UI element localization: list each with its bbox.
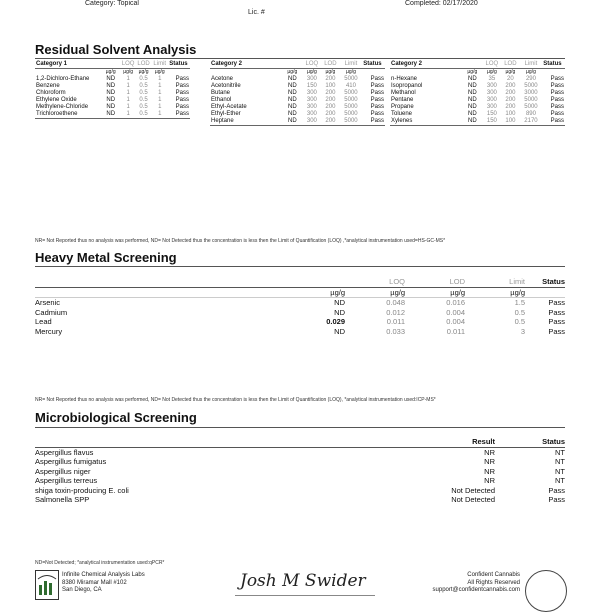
section-divider <box>35 266 565 267</box>
analyte-cell: Acetonitrile <box>211 83 241 89</box>
status-header: Status <box>542 61 565 69</box>
limit-cell: 5000 <box>340 118 363 126</box>
loq-cell: 0.011 <box>386 317 405 326</box>
analyte-cell: Aspergillus terreus <box>35 476 98 485</box>
heavy-limit-header: Limit <box>465 277 525 287</box>
loq-header: LOQ <box>483 61 502 69</box>
table-row <box>210 83 385 90</box>
table-row <box>35 111 190 119</box>
table-row <box>35 457 565 467</box>
category-label: Category: Topical <box>85 0 139 7</box>
loq-cell: 1 <box>126 76 130 82</box>
lod-cell: 200 <box>325 76 336 82</box>
status-header: Status <box>362 61 385 69</box>
lod-cell: 200 <box>325 111 336 117</box>
status-cell: Pass <box>548 317 565 326</box>
status-cell: NT <box>555 476 565 485</box>
status-cell: NT <box>555 466 565 476</box>
loq-cell: 0.012 <box>386 307 405 317</box>
loq-cell: 1 <box>126 83 130 89</box>
lod-header: LOD <box>501 61 520 69</box>
result-cell: ND <box>468 104 477 110</box>
lod-header: LOD <box>321 61 340 69</box>
status-cell: Pass <box>550 111 564 117</box>
loq-cell: 300 <box>486 104 497 110</box>
micro-note: ND=Not Detected; *analytical instrumentation used:qPCR* <box>35 560 165 566</box>
lod-cell: 200 <box>505 83 516 89</box>
loq-cell: 0.048 <box>386 298 405 307</box>
table-row <box>35 104 190 111</box>
unit-label: µg/g <box>123 69 134 75</box>
limit-cell: 3000 <box>524 90 538 96</box>
lod-cell: 200 <box>325 104 336 110</box>
lod-cell: 100 <box>325 83 336 89</box>
lod-cell: 200 <box>321 118 340 126</box>
category-header: Category 2 <box>210 61 282 69</box>
loq-cell: 35 <box>488 76 496 82</box>
table-row <box>35 308 565 318</box>
analyte-cell: Ethylene Oxide <box>36 97 77 103</box>
empty-cell <box>542 69 565 77</box>
micro-title: Microbiological Screening <box>35 410 197 425</box>
status-cell: Pass <box>168 111 190 119</box>
limit-cell: 5000 <box>344 90 358 96</box>
loq-cell: 1 <box>126 104 130 110</box>
analyte-cell: Mercury <box>35 326 63 336</box>
header-cell <box>282 61 303 69</box>
result-cell: ND <box>288 111 297 117</box>
analyte-cell: Methylene-Chloride <box>36 104 89 110</box>
limit-cell: 1.5 <box>514 298 525 307</box>
cc-name: Confident Cannabis <box>467 572 520 578</box>
analyte-cell: Arsenic <box>35 298 61 307</box>
status-cell: Pass <box>548 495 565 504</box>
table-row <box>35 327 565 337</box>
result-cell: NR <box>484 447 495 457</box>
loq-cell: 300 <box>486 97 497 103</box>
limit-cell: 5000 <box>344 97 358 103</box>
loq-cell: 150 <box>486 111 497 117</box>
analyte-cell: Lead <box>35 317 52 326</box>
analyte-cell: Ethyl-Acetate <box>211 104 247 110</box>
status-cell: Pass <box>175 90 189 96</box>
result-cell: ND <box>106 90 116 96</box>
table-row <box>35 90 190 97</box>
residual-title: Residual Solvent Analysis <box>35 42 197 57</box>
limit-header: Limit <box>520 61 543 69</box>
unit-label: µg/g <box>465 287 525 298</box>
loq-cell: 0.033 <box>386 326 405 336</box>
limit-cell: 1 <box>151 111 168 119</box>
unit-label: µg/g <box>505 69 516 75</box>
lod-cell: 100 <box>505 111 516 117</box>
cc-rights: All Rights Reserved <box>467 579 520 586</box>
category-header: Category 2 <box>390 61 462 69</box>
table-row <box>390 97 565 104</box>
limit-cell: 5000 <box>524 83 538 89</box>
limit-cell: 1 <box>158 97 162 103</box>
table-row <box>35 486 565 496</box>
loq-cell: 300 <box>306 90 317 96</box>
lod-cell: 200 <box>505 104 516 110</box>
loq-cell: 300 <box>306 97 317 103</box>
limit-cell: 290 <box>525 76 536 82</box>
analyte-cell: Methanol <box>391 90 416 96</box>
limit-cell: 5000 <box>344 76 358 82</box>
analyte-cell: Toluene <box>391 111 413 117</box>
table-row <box>35 83 190 90</box>
table-row <box>35 476 565 486</box>
unit-label: µg/g <box>185 287 345 298</box>
limit-cell: 1 <box>158 104 162 110</box>
limit-header: Limit <box>151 61 168 69</box>
micro-result-header: Result <box>275 437 495 447</box>
result-cell: ND <box>288 97 297 103</box>
status-cell: Pass <box>550 90 564 96</box>
heavy-title: Heavy Metal Screening <box>35 250 177 265</box>
cc-seal-icon <box>525 570 567 612</box>
table-row <box>35 317 565 327</box>
lod-cell: 0.5 <box>139 76 148 82</box>
table-row <box>210 97 385 104</box>
analyte-cell: Ethyl-Ether <box>211 111 241 117</box>
limit-cell: 5000 <box>524 104 538 110</box>
limit-cell: 1 <box>158 90 162 96</box>
limit-cell: 0.5 <box>514 307 525 317</box>
result-cell: NR <box>484 476 495 485</box>
status-cell: Pass <box>550 83 564 89</box>
lod-cell: 200 <box>505 90 516 96</box>
result-cell: ND <box>101 111 120 119</box>
lab-name: Infinite Chemical Analysis Labs <box>62 572 145 578</box>
residual-table-3 <box>390 61 565 126</box>
lod-cell: 200 <box>505 97 516 103</box>
lod-cell: 0.5 <box>139 83 148 89</box>
residual-note: NR= Not Reported thus no analysis was performed, ND= Not Detected thus the concentration is less then the Limit of Quantification (LOQ) ,*analytical instrumentation used=HS-GC-MS* <box>35 238 446 244</box>
analyte-cell: Benzene <box>36 83 60 89</box>
loq-cell: 300 <box>486 83 497 89</box>
table-row <box>210 90 385 97</box>
status-cell: Pass <box>175 76 189 82</box>
lod-header: LOD <box>137 61 150 67</box>
lod-cell: 0.5 <box>136 111 151 119</box>
table-row <box>35 298 565 308</box>
analyte-cell: Aspergillus niger <box>35 466 91 476</box>
heavy-loq-header: LOQ <box>345 277 405 287</box>
unit-label: µg/g <box>287 69 298 75</box>
table-row <box>35 495 565 505</box>
analyte-cell: Butane <box>211 90 231 96</box>
result-cell: ND <box>334 307 345 317</box>
table-row <box>390 83 565 90</box>
loq-cell: 300 <box>306 104 317 110</box>
lab-address-line2: San Diego, CA <box>62 587 102 593</box>
status-cell: NT <box>555 447 565 457</box>
loq-header: LOQ <box>303 61 322 69</box>
lab-info <box>62 572 145 595</box>
lod-cell: 20 <box>507 76 514 82</box>
unit-label: µg/g <box>138 69 149 75</box>
loq-cell: 300 <box>306 111 317 117</box>
license-label: Lic. # <box>248 9 265 16</box>
lod-cell: 200 <box>325 90 336 96</box>
table-row <box>210 104 385 111</box>
result-cell: ND <box>468 111 477 117</box>
heavy-table <box>35 277 565 336</box>
lab-address-line1: 8380 Miramar Mall #102 <box>62 579 127 586</box>
loq-cell: 1 <box>126 90 130 96</box>
heavy-lod-header: LOD <box>405 277 465 287</box>
category-header: Category 1 <box>35 61 101 69</box>
loq-cell: 1 <box>120 111 136 119</box>
empty-cell <box>390 69 462 77</box>
result-cell: ND <box>106 83 116 89</box>
analyte-cell: Xylenes <box>390 118 462 126</box>
lod-cell: 0.004 <box>446 307 465 317</box>
status-cell: Pass <box>548 326 565 336</box>
status-cell: NT <box>555 457 565 466</box>
status-cell: Pass <box>175 83 189 89</box>
loq-cell: 150 <box>483 118 502 126</box>
analyte-cell: Chloroform <box>36 90 66 96</box>
status-cell: Pass <box>542 118 565 126</box>
lod-cell: 0.5 <box>139 97 148 103</box>
unit-label: µg/g <box>467 69 478 75</box>
empty-cell <box>168 69 190 77</box>
analyte-cell: Trichloroethene <box>35 111 101 119</box>
signature-line <box>235 595 375 596</box>
analyte-cell: Cadmium <box>35 307 68 317</box>
result-cell: ND <box>288 83 297 89</box>
loq-cell: 150 <box>306 83 317 89</box>
header-cell <box>462 61 483 69</box>
status-cell: Pass <box>550 104 564 110</box>
result-cell: ND <box>282 118 303 126</box>
analyte-cell: Isopropanol <box>391 83 423 89</box>
table-row <box>35 97 190 104</box>
result-cell: NR <box>484 466 495 476</box>
result-cell: ND <box>468 97 477 103</box>
table-row <box>35 76 190 83</box>
result-cell: ND <box>106 104 116 110</box>
analyte-cell: Heptane <box>210 118 282 126</box>
table-row <box>390 111 565 118</box>
analyte-cell: 1,2-Dichloro-Ethane <box>36 76 90 82</box>
heavy-status-header: Status <box>525 277 565 287</box>
limit-cell: 5000 <box>344 104 358 110</box>
status-cell: Pass <box>370 111 384 117</box>
table-row <box>210 118 385 126</box>
cc-info <box>420 572 520 595</box>
loq-cell: 300 <box>306 76 317 82</box>
limit-cell: 5000 <box>344 111 358 117</box>
result-cell: ND <box>106 76 116 82</box>
status-cell: Pass <box>362 118 385 126</box>
limit-header: Limit <box>340 61 363 69</box>
unit-label: µg/g <box>486 69 497 75</box>
lod-cell: 0.5 <box>139 90 148 96</box>
loq-cell: 300 <box>486 90 497 96</box>
limit-cell: 410 <box>345 83 356 89</box>
signature: Josh M Swider <box>240 571 366 591</box>
cc-email[interactable]: support@confidentcannabis.com <box>432 587 520 593</box>
status-cell: Pass <box>370 83 384 89</box>
status-cell: Pass <box>370 97 384 103</box>
header-cell <box>101 61 120 69</box>
table-row <box>390 118 565 126</box>
analyte-cell: Aspergillus fumigatus <box>35 457 107 466</box>
limit-cell: 1 <box>158 76 162 82</box>
result-cell: ND <box>334 298 345 307</box>
unit-label: µg/g <box>306 69 317 75</box>
lod-cell: 0.5 <box>139 104 148 110</box>
table-row <box>390 104 565 111</box>
status-cell: Pass <box>175 97 189 103</box>
analyte-cell: Salmonella SPP <box>35 495 90 504</box>
result-cell: 0.029 <box>326 317 345 326</box>
residual-table-1 <box>35 61 190 119</box>
limit-cell: 2170 <box>520 118 543 126</box>
result-cell: NR <box>484 457 495 466</box>
result-cell: Not Detected <box>451 495 495 504</box>
loq-cell: 1 <box>126 97 130 103</box>
analyte-cell: n-Hexane <box>391 76 418 82</box>
result-cell: ND <box>468 83 477 89</box>
loq-cell: 300 <box>303 118 322 126</box>
table-row <box>390 76 565 83</box>
empty-cell <box>362 69 385 77</box>
unit-label: µg/g <box>325 69 336 75</box>
limit-cell: 3 <box>520 326 525 336</box>
limit-cell: 1 <box>158 83 162 89</box>
unit-label: µg/g <box>526 69 536 75</box>
status-cell: Pass <box>175 104 189 110</box>
table-row <box>210 111 385 118</box>
analyte-cell: Aspergillus flavus <box>35 447 94 457</box>
lod-cell: 0.004 <box>446 317 465 326</box>
result-cell: ND <box>288 104 297 110</box>
limit-cell: 890 <box>525 111 536 117</box>
unit-label: µg/g <box>346 69 356 75</box>
analyte-cell: Propane <box>391 104 414 110</box>
result-cell: ND <box>468 90 477 96</box>
status-cell: Pass <box>550 97 564 103</box>
heavy-note: NR= Not Reported thus no analysis was performed, ND= Not Detected thus the concentration is less then the Limit of Quantification (LOQ), *analytical instrumentation used:ICP-MS* <box>35 397 436 403</box>
status-cell: Pass <box>370 90 384 96</box>
status-cell: Pass <box>548 298 565 307</box>
unit-label: µg/g <box>154 69 165 75</box>
micro-table <box>35 437 565 505</box>
completed-date: Completed: 02/17/2020 <box>405 0 478 7</box>
lod-cell: 0.011 <box>446 326 465 336</box>
table-row <box>390 90 565 97</box>
result-cell: ND <box>334 326 345 336</box>
analyte-cell: Acetone <box>211 76 234 82</box>
result-cell: ND <box>288 90 297 96</box>
status-cell: Pass <box>370 76 384 82</box>
lab-logo <box>35 570 59 600</box>
status-header: Status <box>168 61 190 69</box>
table-row <box>210 76 385 83</box>
status-cell: Pass <box>548 307 565 317</box>
analyte-cell: Pentane <box>391 97 414 103</box>
lod-cell: 100 <box>501 118 520 126</box>
unit-label: µg/g <box>345 287 405 298</box>
section-divider <box>35 427 565 428</box>
result-cell: ND <box>288 76 297 82</box>
status-cell: Pass <box>548 485 565 495</box>
empty-cell <box>210 69 282 77</box>
status-cell: Pass <box>550 76 564 82</box>
result-cell: Not Detected <box>451 485 495 495</box>
unit-label: µg/g <box>405 287 465 298</box>
analyte-cell: shiga toxin-producing E. coli <box>35 485 129 495</box>
lod-cell: 0.016 <box>446 298 465 307</box>
micro-status-header: Status <box>495 437 565 447</box>
empty-cell <box>35 69 101 77</box>
limit-cell: 0.5 <box>514 317 525 326</box>
status-cell: Pass <box>370 104 384 110</box>
analyte-cell: Ethanol <box>211 97 232 103</box>
section-divider <box>35 58 565 59</box>
limit-cell: 5000 <box>524 97 538 103</box>
table-row <box>35 467 565 477</box>
loq-header: LOQ <box>121 61 135 67</box>
table-row <box>35 447 565 457</box>
result-cell: ND <box>462 118 483 126</box>
result-cell: ND <box>106 97 116 103</box>
unit-label: µg/g <box>105 69 116 75</box>
residual-table-2 <box>210 61 385 126</box>
lod-cell: 200 <box>325 97 336 103</box>
result-cell: ND <box>468 76 477 82</box>
